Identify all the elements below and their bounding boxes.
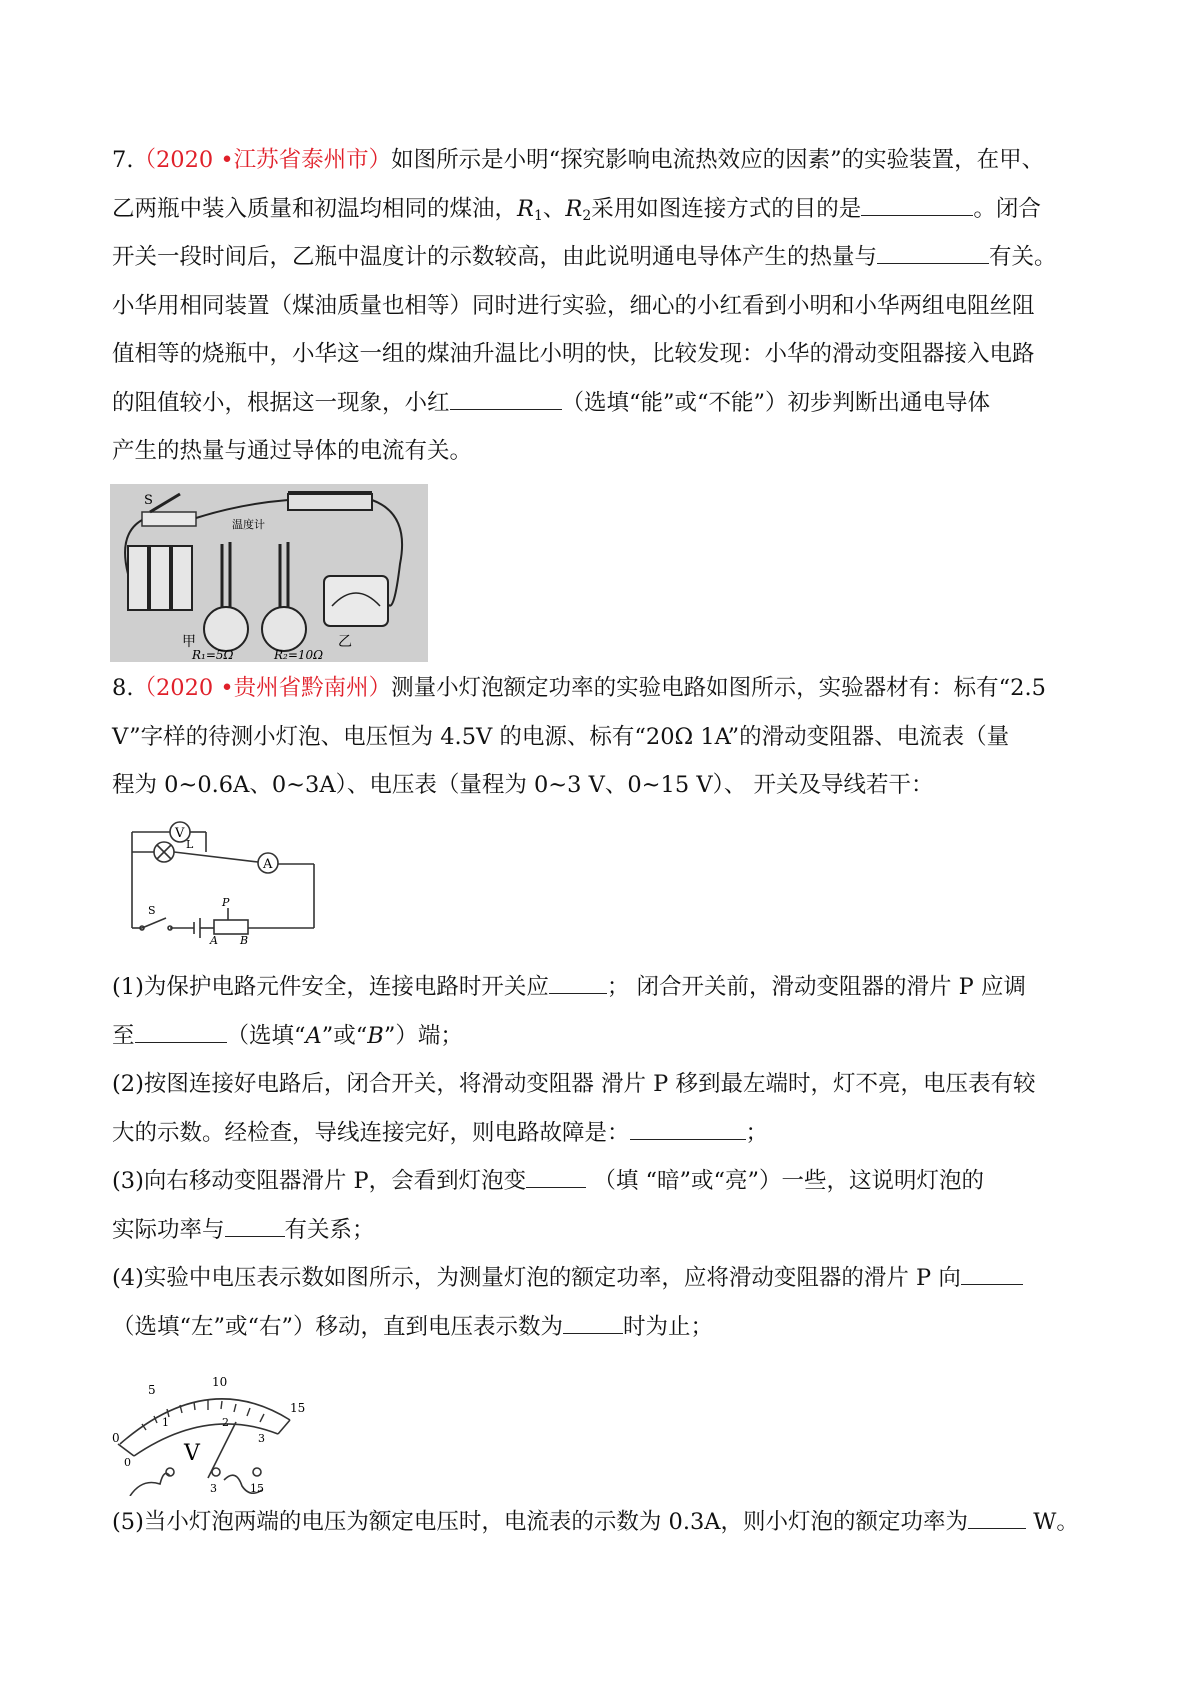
q8-text: ”）端； bbox=[383, 1022, 463, 1049]
q7-text: 开关一段时间后，乙瓶中温度计的示数较高，由此说明通电导体产生的热量与 bbox=[112, 244, 878, 270]
voltmeter-label: V bbox=[175, 826, 185, 841]
top-scale-10: 10 bbox=[212, 1375, 228, 1389]
q8-part-1-line-1 bbox=[112, 963, 1102, 1012]
q8-number: 8. bbox=[112, 675, 134, 701]
lamp-label: L bbox=[186, 838, 194, 851]
q8-text: (5)当小灯泡两端的电压为额定电压时，电流表的示数为 0.3A，则小灯泡的额定功率为 bbox=[112, 1509, 969, 1535]
q8-text: (1)为保护电路元件安全，连接电路时开关应 bbox=[112, 974, 549, 1000]
answer-blank[interactable] bbox=[549, 969, 607, 994]
answer-blank[interactable] bbox=[563, 1309, 623, 1334]
r2-subscript: 2 bbox=[582, 207, 592, 224]
q7-text: 采用如图连接方式的目的是 bbox=[591, 195, 862, 222]
q7-line-6 bbox=[112, 379, 1102, 428]
answer-blank[interactable] bbox=[225, 1212, 285, 1237]
answer-blank[interactable] bbox=[968, 1504, 1026, 1529]
q7-number: 7. bbox=[112, 147, 134, 173]
q8-text: 时为止； bbox=[623, 1313, 714, 1340]
q7-line-4: 小华用相同装置（煤油质量也相等）同时进行实验，细心的小红看到小明和小华两组电阻丝阻 bbox=[112, 292, 1035, 319]
q8-part-5-line bbox=[112, 1498, 1102, 1547]
q8-text: 至 bbox=[112, 1022, 135, 1049]
q8-text: ”或“ bbox=[321, 1022, 368, 1049]
ammeter-label: A bbox=[263, 857, 273, 872]
q7-text: 的阻值较小，根据这一现象，小红 bbox=[112, 389, 450, 416]
terminal-3: 3 bbox=[210, 1482, 217, 1495]
answer-blank[interactable] bbox=[135, 1018, 227, 1043]
q7-line-3 bbox=[112, 233, 1102, 282]
bottom-scale-3: 3 bbox=[258, 1432, 265, 1445]
q7-apparatus-photo bbox=[110, 484, 428, 662]
q8-part-2-line-2 bbox=[112, 1109, 1102, 1158]
q8-part-1-line-2 bbox=[112, 1012, 1102, 1061]
q8-text: (3)向右移动变阻器滑片 P，会看到灯泡变 bbox=[112, 1168, 527, 1194]
r1-value-label: R₁=5Ω bbox=[192, 648, 234, 662]
q7-line-5: 值相等的烧瓶中，小华这一组的煤油升温比小明的快，比较发现：小华的滑动变阻器接入电路 bbox=[112, 341, 1035, 367]
q8-part-2-line-1: (2)按图连接好电路后，闭合开关，将滑动变阻器 滑片 P 移到最左端时，灯不亮，电压表有较 bbox=[112, 1071, 1036, 1097]
q8-part-3-line-2 bbox=[112, 1206, 1102, 1255]
q8-source: （2020 •贵州省黔南州） bbox=[133, 675, 392, 701]
q7-line-2 bbox=[112, 185, 1102, 234]
q7-source: （2020 •江苏省泰州市） bbox=[133, 147, 392, 173]
flask-yi-label: 乙 bbox=[338, 634, 352, 650]
q8-text: （填 “暗”或“亮”）一些，这说明灯泡的 bbox=[586, 1168, 984, 1194]
terminal-15: 15 bbox=[250, 1482, 264, 1495]
top-scale-15: 15 bbox=[290, 1401, 306, 1415]
top-scale-5: 5 bbox=[148, 1383, 156, 1397]
q8-line-1 bbox=[112, 664, 1102, 713]
answer-blank[interactable] bbox=[630, 1115, 746, 1140]
answer-blank[interactable] bbox=[450, 385, 562, 410]
question-7 bbox=[112, 136, 1102, 476]
switch-label: S bbox=[148, 904, 156, 917]
thermometer-label: 温度计 bbox=[232, 518, 265, 531]
option-b: B bbox=[367, 1022, 384, 1049]
r1-symbol: R bbox=[517, 195, 534, 222]
answer-blank[interactable] bbox=[877, 239, 989, 264]
q8-part-3-line-1 bbox=[112, 1157, 1102, 1206]
q8-text: ； bbox=[745, 1119, 769, 1146]
q8-part-5 bbox=[112, 1498, 1102, 1547]
q8-part-4-line-2 bbox=[112, 1303, 1102, 1352]
q8-text: （选填“ bbox=[226, 1022, 306, 1049]
meter-unit: V bbox=[184, 1441, 200, 1466]
q7-text: 、 bbox=[542, 195, 566, 222]
circuit-diagram bbox=[118, 812, 328, 944]
answer-blank[interactable] bbox=[961, 1260, 1023, 1285]
bottom-scale-1: 1 bbox=[162, 1416, 169, 1429]
apparatus-drawing bbox=[110, 484, 428, 662]
q7-line-1 bbox=[112, 136, 1102, 185]
q7-line-7: 产生的热量与通过导体的电流有关。 bbox=[112, 438, 473, 464]
question-8 bbox=[112, 664, 1102, 810]
q7-text: （选填“能”或“不能”）初步判断出通电导体 bbox=[561, 389, 991, 416]
answer-blank[interactable] bbox=[861, 191, 973, 216]
voltmeter-dial bbox=[112, 1360, 312, 1496]
q8-text: W。 bbox=[1026, 1509, 1079, 1535]
q8-line-2: V”字样的待测小灯泡、电压恒为 4.5V 的电源、标有“20Ω 1A”的滑动变阻器、电流表（量 bbox=[112, 723, 1010, 750]
q7-text: 两瓶中装入质量和初温均相同的煤油， bbox=[134, 195, 518, 222]
q8-text: 实际功率与 bbox=[112, 1216, 225, 1243]
option-a: A bbox=[305, 1022, 322, 1049]
answer-blank[interactable] bbox=[526, 1163, 586, 1188]
r2-symbol: R bbox=[565, 195, 583, 222]
end-a-label: A bbox=[210, 934, 218, 944]
bottom-scale-2: 2 bbox=[222, 1416, 229, 1429]
bottom-scale-0: 0 bbox=[124, 1456, 131, 1469]
q7-text: 有关。 bbox=[989, 244, 1057, 270]
q7-text: 如图所示是小明“探究影响电流热效应的因素”的实验装置，在甲、 bbox=[391, 147, 1045, 173]
top-scale-0: 0 bbox=[112, 1431, 120, 1445]
r2-value-label: R₂=10Ω bbox=[274, 648, 324, 662]
end-b-label: B bbox=[240, 934, 249, 944]
q8-text: (4)实验中电压表示数如图所示，为测量灯泡的额定功率，应将滑动变阻器的滑片 P 向 bbox=[112, 1265, 961, 1291]
q8-part-4-line-1 bbox=[112, 1254, 1102, 1303]
q8-text: 大的示数。经检查，导线连接完好，则电路故障是： bbox=[112, 1119, 630, 1146]
switch-label: S bbox=[144, 493, 153, 508]
q7-text: 。闭合 bbox=[973, 195, 1041, 222]
q8-line-3: 程为 0~0.6A、0~3A）、电压表（量程为 0~3 V、0~15 V）、 开关及导线若干： bbox=[112, 772, 934, 798]
q8-text: 有关系； bbox=[284, 1216, 375, 1243]
r1-subscript: 1 bbox=[533, 207, 543, 224]
q8-parts bbox=[112, 963, 1102, 1351]
flask-jia-label: 甲 bbox=[182, 634, 196, 650]
q7-text: 乙 bbox=[112, 195, 135, 222]
slider-p-label: P bbox=[222, 896, 230, 909]
q8-text: 测量小灯泡额定功率的实验电路如图所示，实验器材有：标有“2.5 bbox=[391, 675, 1046, 701]
q8-text: （选填“左”或“右”）移动，直到电压表示数为 bbox=[112, 1313, 564, 1340]
q8-text: ； 闭合开关前，滑动变阻器的滑片 P 应调 bbox=[606, 974, 1026, 1000]
